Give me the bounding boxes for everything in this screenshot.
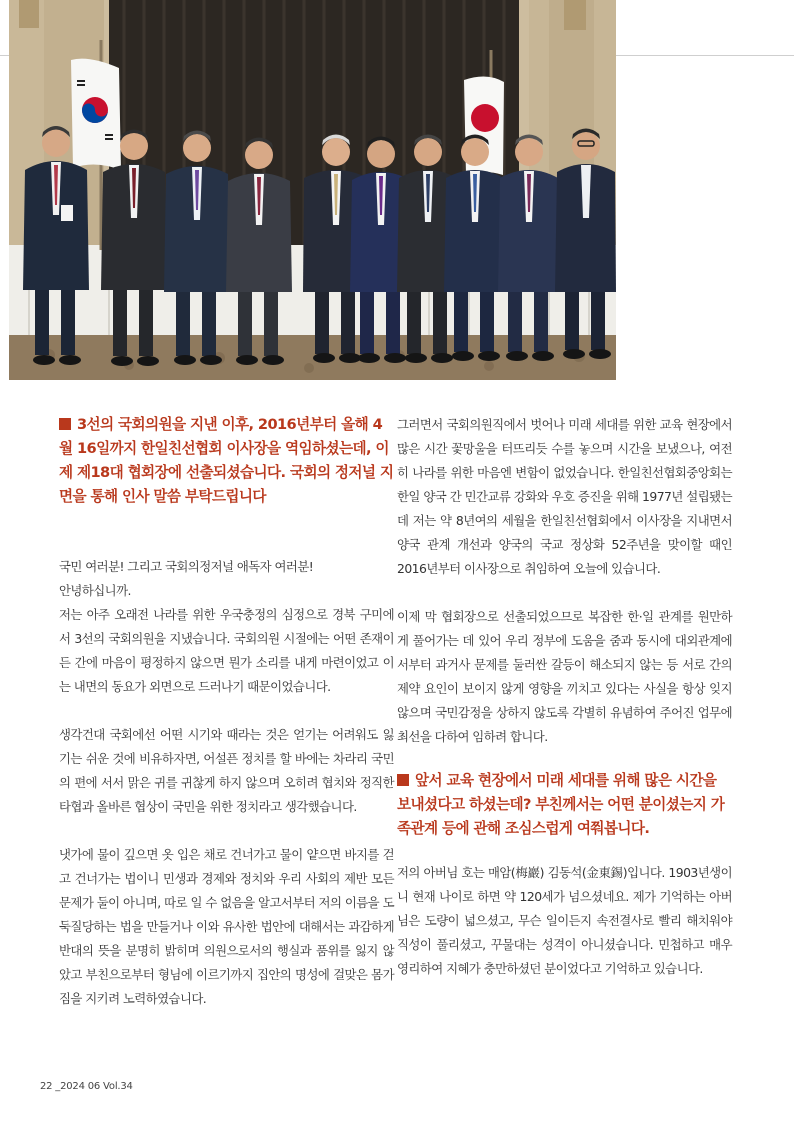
right-column (397, 413, 732, 981)
question-heading-1-text: 3선의 국회의원을 지낸 이후, 2016년부터 올해 4월 16일까지 한일친선협회 이사장을 역임하셨는데, 이제 제18대 협회장에 선출되셨습니다. 국회의 정저널 지면을 통해 인사 말씀 부탁드립니다 (59, 416, 394, 505)
group-photo (9, 0, 616, 380)
paragraph-greeting: 국민 여러분! 그리고 국회의정저널 애독자 여러분! (59, 559, 314, 574)
red-square-bullet-icon (397, 774, 409, 786)
question-heading-2 (397, 769, 732, 841)
paragraph-2: 생각건대 국회에선 어떤 시기와 때라는 것은 얻기는 어려워도 잃기는 쉬운 것에 비유하자면, 어설픈 정치를 할 바에는 차라리 국민의 편에 서서 맑은 귀를 귀찮게 하지 않으며 오히려 협치와 정직한 타협과 올바른 협상이 국민을 위한 정치라고 생각했습니다. (59, 727, 394, 814)
question-heading-2-text: 앞서 교육 현장에서 미래 세대를 위해 많은 시간을 보내셨다고 하셨는데? 부친께서는 어떤 분이셨는지 가족관계 등에 관해 조심스럽게 여쭤봅니다. (397, 772, 725, 837)
page-footer: 22 _2024 06 Vol.34 (40, 1081, 133, 1092)
group-photo-flags-image (9, 0, 616, 380)
paragraph-hello: 안녕하십니까. (59, 583, 131, 598)
paragraph-3: 냇가에 물이 깊으면 옷 입은 채로 건너가고 물이 얕으면 바지를 걷고 건너가는 법이니 민생과 경제와 정치와 우리 사회의 제반 모든 문제가 둘이 아니며, 따로 일 수 없음을 알고서부터 저의 이름을 도둑질당하는 법을 만들거나 이와 유사한 법안에 대해서는 과감하게 반대의 뜻을 분명히 밝히며 의원으로서의 행실과 품위를 잃지 않았고 부친으로부터 형님에 이르기까지 집안의 명성에 걸맞은 몸가짐을 지키려 노력하였습니다. (59, 847, 394, 1006)
left-column (59, 413, 394, 1011)
paragraph-5: 이제 막 협회장으로 선출되었으므로 복잡한 한·일 관계를 원만하게 풀어가는 데 있어 우리 정부에 도움을 줌과 동시에 대외관계에서부터 과거사 문제를 둘러싼 갈등이 해소되지 않는 등 서로 간의 제약 요인이 보이지 않게 영향을 끼치고 있다는 사실을 항상 잊지 않으며 국민감정을 상하지 않도록 각별히 유념하여 주어진 업무에 최선을 다하여 임하려 합니다. (397, 609, 732, 744)
red-square-bullet-icon (59, 418, 71, 430)
paragraph-6: 저의 아버님 호는 매암(梅巖) 김동석(金東錫)입니다. 1903년생이니 현재 나이로 하면 약 120세가 넘으셨네요. 제가 기억하는 아버님은 도량이 넓으셨고, 무슨 일이든지 속전결사로 빨리 해치워야 직성이 풀리셨고, 꾸물대는 성격이 아니셨습니다. 민첩하고 매우 영리하여 지혜가 충만하셨던 분이었다고 기억하고 있습니다. (397, 865, 732, 976)
paragraph-4: 그러면서 국회의원직에서 벗어나 미래 세대를 위한 교육 현장에서 많은 시간 꽃망울을 터뜨리듯 수를 놓으며 시간을 보냈으나, 여전히 나라를 위한 마음엔 변함이 없었습니다. 한일친선협회중앙회는 한일 양국 간 민간교류 강화와 우호 증진을 위해 1977년 설립됐는데 저는 약 8년여의 세월을 한일친선협회에서 이사장을 지내면서 양국 관계 개선과 양국의 국교 정상화 52주년을 맞이할 때인 2016년부터 이사장으로 취임하여 오늘에 있습니다. (397, 417, 732, 576)
question-heading-1 (59, 413, 394, 509)
paragraph-1: 저는 아주 오래전 나라를 위한 우국충정의 심정으로 경북 구미에서 3선의 국회의원을 지냈습니다. 국회의원 시절에는 어떤 존재이든 간에 마음이 평정하지 않으면 뭔가 소리를 내게 마련이었고 이는 내면의 동요가 외면으로 드러나기 때문이었습니다. (59, 607, 394, 694)
